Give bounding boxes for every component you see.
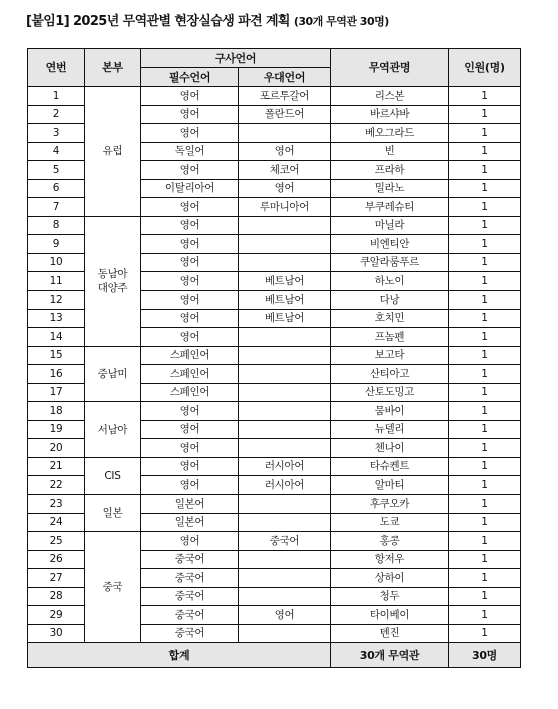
table-row xyxy=(28,346,521,365)
cell-required-language: 영어 xyxy=(141,457,239,476)
cell-count: 1 xyxy=(449,624,521,643)
cell-office: 호치민 xyxy=(331,309,449,328)
cell-required-language: 영어 xyxy=(141,161,239,180)
document-title xyxy=(26,10,389,29)
cell-no: 7 xyxy=(28,198,85,217)
cell-office: 바르샤바 xyxy=(331,105,449,124)
table-row xyxy=(28,457,521,476)
cell-count: 1 xyxy=(449,457,521,476)
cell-no: 12 xyxy=(28,291,85,310)
table-row xyxy=(28,532,521,551)
cell-required-language: 일본어 xyxy=(141,513,239,532)
cell-count: 1 xyxy=(449,532,521,551)
cell-office: 산토도밍고 xyxy=(331,383,449,402)
cell-count: 1 xyxy=(449,87,521,106)
cell-office: 알마티 xyxy=(331,476,449,495)
header-row xyxy=(28,49,521,68)
cell-required-language: 영어 xyxy=(141,328,239,347)
cell-required-language: 중국어 xyxy=(141,569,239,588)
cell-preferred-language xyxy=(239,253,331,272)
cell-required-language: 영어 xyxy=(141,439,239,458)
cell-no: 14 xyxy=(28,328,85,347)
cell-no: 8 xyxy=(28,216,85,235)
region-cell-europe: 유럽 xyxy=(85,87,141,217)
cell-no: 13 xyxy=(28,309,85,328)
cell-no: 26 xyxy=(28,550,85,569)
cell-no: 15 xyxy=(28,346,85,365)
cell-count: 1 xyxy=(449,476,521,495)
cell-no: 29 xyxy=(28,606,85,625)
region-cell-swasia: 서남아 xyxy=(85,402,141,458)
col-header-office: 무역관명 xyxy=(331,49,449,87)
col-header-no: 연번 xyxy=(28,49,85,87)
cell-preferred-language xyxy=(239,495,331,514)
cell-no: 1 xyxy=(28,87,85,106)
cell-required-language: 영어 xyxy=(141,420,239,439)
cell-preferred-language: 베트남어 xyxy=(239,272,331,291)
col-header-required: 필수언어 xyxy=(141,68,239,87)
cell-count: 1 xyxy=(449,346,521,365)
cell-required-language: 독일어 xyxy=(141,142,239,161)
cell-count: 1 xyxy=(449,142,521,161)
cell-count: 1 xyxy=(449,198,521,217)
cell-no: 20 xyxy=(28,439,85,458)
region-cell-cis: CIS xyxy=(85,457,141,494)
cell-required-language: 영어 xyxy=(141,476,239,495)
cell-office: 다낭 xyxy=(331,291,449,310)
cell-no: 25 xyxy=(28,532,85,551)
cell-required-language: 일본어 xyxy=(141,495,239,514)
cell-count: 1 xyxy=(449,402,521,421)
cell-office: 후쿠오카 xyxy=(331,495,449,514)
cell-no: 22 xyxy=(28,476,85,495)
cell-office: 뉴델리 xyxy=(331,420,449,439)
cell-office: 상하이 xyxy=(331,569,449,588)
cell-count: 1 xyxy=(449,587,521,606)
table-row xyxy=(28,402,521,421)
cell-count: 1 xyxy=(449,216,521,235)
cell-preferred-language xyxy=(239,587,331,606)
cell-no: 24 xyxy=(28,513,85,532)
cell-office: 부쿠레슈티 xyxy=(331,198,449,217)
cell-no: 17 xyxy=(28,383,85,402)
cell-no: 10 xyxy=(28,253,85,272)
cell-required-language: 영어 xyxy=(141,253,239,272)
cell-no: 18 xyxy=(28,402,85,421)
cell-preferred-language xyxy=(239,328,331,347)
cell-required-language: 영어 xyxy=(141,532,239,551)
cell-office: 프라하 xyxy=(331,161,449,180)
region-cell-sea: 동남아 대양주 xyxy=(85,216,141,346)
cell-count: 1 xyxy=(449,606,521,625)
cell-preferred-language: 영어 xyxy=(239,606,331,625)
cell-count: 1 xyxy=(449,328,521,347)
cell-preferred-language xyxy=(239,124,331,143)
cell-office: 쿠알라룸푸르 xyxy=(331,253,449,272)
cell-count: 1 xyxy=(449,550,521,569)
cell-office: 홍콩 xyxy=(331,532,449,551)
cell-count: 1 xyxy=(449,253,521,272)
cell-office: 비엔티안 xyxy=(331,235,449,254)
cell-office: 밀라노 xyxy=(331,179,449,198)
cell-required-language: 영어 xyxy=(141,87,239,106)
cell-preferred-language xyxy=(239,624,331,643)
cell-required-language: 영어 xyxy=(141,124,239,143)
cell-office: 보고타 xyxy=(331,346,449,365)
cell-count: 1 xyxy=(449,291,521,310)
cell-no: 30 xyxy=(28,624,85,643)
cell-count: 1 xyxy=(449,124,521,143)
cell-required-language: 중국어 xyxy=(141,587,239,606)
cell-no: 19 xyxy=(28,420,85,439)
cell-count: 1 xyxy=(449,420,521,439)
cell-count: 1 xyxy=(449,309,521,328)
cell-office: 리스본 xyxy=(331,87,449,106)
cell-preferred-language xyxy=(239,235,331,254)
cell-preferred-language: 포르투갈어 xyxy=(239,87,331,106)
table-row xyxy=(28,216,521,235)
total-row xyxy=(28,643,521,668)
cell-office: 산티아고 xyxy=(331,365,449,384)
cell-required-language: 이탈리아어 xyxy=(141,179,239,198)
cell-office: 청두 xyxy=(331,587,449,606)
total-label: 합계 xyxy=(28,643,331,668)
col-header-language: 구사언어 xyxy=(141,49,331,68)
cell-required-language: 영어 xyxy=(141,105,239,124)
cell-required-language: 스페인어 xyxy=(141,346,239,365)
col-header-preferred: 우대언어 xyxy=(239,68,331,87)
cell-office: 첸나이 xyxy=(331,439,449,458)
cell-no: 11 xyxy=(28,272,85,291)
cell-preferred-language xyxy=(239,346,331,365)
cell-preferred-language: 체코어 xyxy=(239,161,331,180)
cell-preferred-language: 영어 xyxy=(239,142,331,161)
title-sub: (30개 무역관 30명) xyxy=(293,15,389,28)
cell-required-language: 영어 xyxy=(141,309,239,328)
cell-no: 5 xyxy=(28,161,85,180)
cell-required-language: 영어 xyxy=(141,235,239,254)
cell-no: 3 xyxy=(28,124,85,143)
col-header-region: 본부 xyxy=(85,49,141,87)
cell-office: 하노이 xyxy=(331,272,449,291)
cell-no: 28 xyxy=(28,587,85,606)
cell-required-language: 영어 xyxy=(141,291,239,310)
cell-preferred-language xyxy=(239,216,331,235)
cell-count: 1 xyxy=(449,105,521,124)
cell-count: 1 xyxy=(449,569,521,588)
table-body xyxy=(28,87,521,643)
cell-no: 27 xyxy=(28,569,85,588)
dispatch-plan-table xyxy=(27,48,521,668)
cell-office: 프놈펜 xyxy=(331,328,449,347)
cell-preferred-language xyxy=(239,569,331,588)
total-count: 30명 xyxy=(449,643,521,668)
cell-preferred-language: 중국어 xyxy=(239,532,331,551)
cell-preferred-language xyxy=(239,420,331,439)
region-cell-latam: 중남미 xyxy=(85,346,141,402)
title-main: [붙임1] 2025년 무역관별 현장실습생 파견 계획 xyxy=(26,14,290,29)
cell-count: 1 xyxy=(449,495,521,514)
cell-preferred-language: 러시아어 xyxy=(239,476,331,495)
cell-office: 도쿄 xyxy=(331,513,449,532)
cell-count: 1 xyxy=(449,235,521,254)
cell-required-language: 중국어 xyxy=(141,550,239,569)
cell-required-language: 중국어 xyxy=(141,606,239,625)
cell-preferred-language: 폴란드어 xyxy=(239,105,331,124)
cell-no: 4 xyxy=(28,142,85,161)
cell-office: 마닐라 xyxy=(331,216,449,235)
cell-preferred-language xyxy=(239,365,331,384)
cell-count: 1 xyxy=(449,383,521,402)
cell-no: 16 xyxy=(28,365,85,384)
cell-preferred-language: 베트남어 xyxy=(239,309,331,328)
cell-no: 21 xyxy=(28,457,85,476)
cell-count: 1 xyxy=(449,365,521,384)
region-cell-china: 중국 xyxy=(85,532,141,643)
region-cell-japan: 일본 xyxy=(85,495,141,532)
cell-preferred-language xyxy=(239,550,331,569)
cell-office: 항저우 xyxy=(331,550,449,569)
cell-preferred-language: 베트남어 xyxy=(239,291,331,310)
table-row xyxy=(28,495,521,514)
cell-office: 빈 xyxy=(331,142,449,161)
total-offices: 30개 무역관 xyxy=(331,643,449,668)
cell-preferred-language xyxy=(239,439,331,458)
table-row xyxy=(28,87,521,106)
cell-count: 1 xyxy=(449,161,521,180)
cell-required-language: 스페인어 xyxy=(141,365,239,384)
cell-count: 1 xyxy=(449,439,521,458)
cell-preferred-language: 영어 xyxy=(239,179,331,198)
cell-required-language: 영어 xyxy=(141,402,239,421)
cell-no: 23 xyxy=(28,495,85,514)
cell-office: 뭄바이 xyxy=(331,402,449,421)
cell-count: 1 xyxy=(449,513,521,532)
cell-required-language: 영어 xyxy=(141,216,239,235)
cell-preferred-language xyxy=(239,383,331,402)
cell-required-language: 스페인어 xyxy=(141,383,239,402)
cell-office: 톈진 xyxy=(331,624,449,643)
cell-preferred-language: 루마니아어 xyxy=(239,198,331,217)
col-header-count: 인원(명) xyxy=(449,49,521,87)
cell-office: 타이베이 xyxy=(331,606,449,625)
cell-count: 1 xyxy=(449,179,521,198)
cell-required-language: 영어 xyxy=(141,198,239,217)
cell-no: 9 xyxy=(28,235,85,254)
cell-no: 2 xyxy=(28,105,85,124)
cell-preferred-language xyxy=(239,513,331,532)
cell-required-language: 영어 xyxy=(141,272,239,291)
cell-office: 타슈켄트 xyxy=(331,457,449,476)
cell-required-language: 중국어 xyxy=(141,624,239,643)
cell-preferred-language: 러시아어 xyxy=(239,457,331,476)
cell-count: 1 xyxy=(449,272,521,291)
cell-no: 6 xyxy=(28,179,85,198)
cell-preferred-language xyxy=(239,402,331,421)
cell-office: 베오그라드 xyxy=(331,124,449,143)
